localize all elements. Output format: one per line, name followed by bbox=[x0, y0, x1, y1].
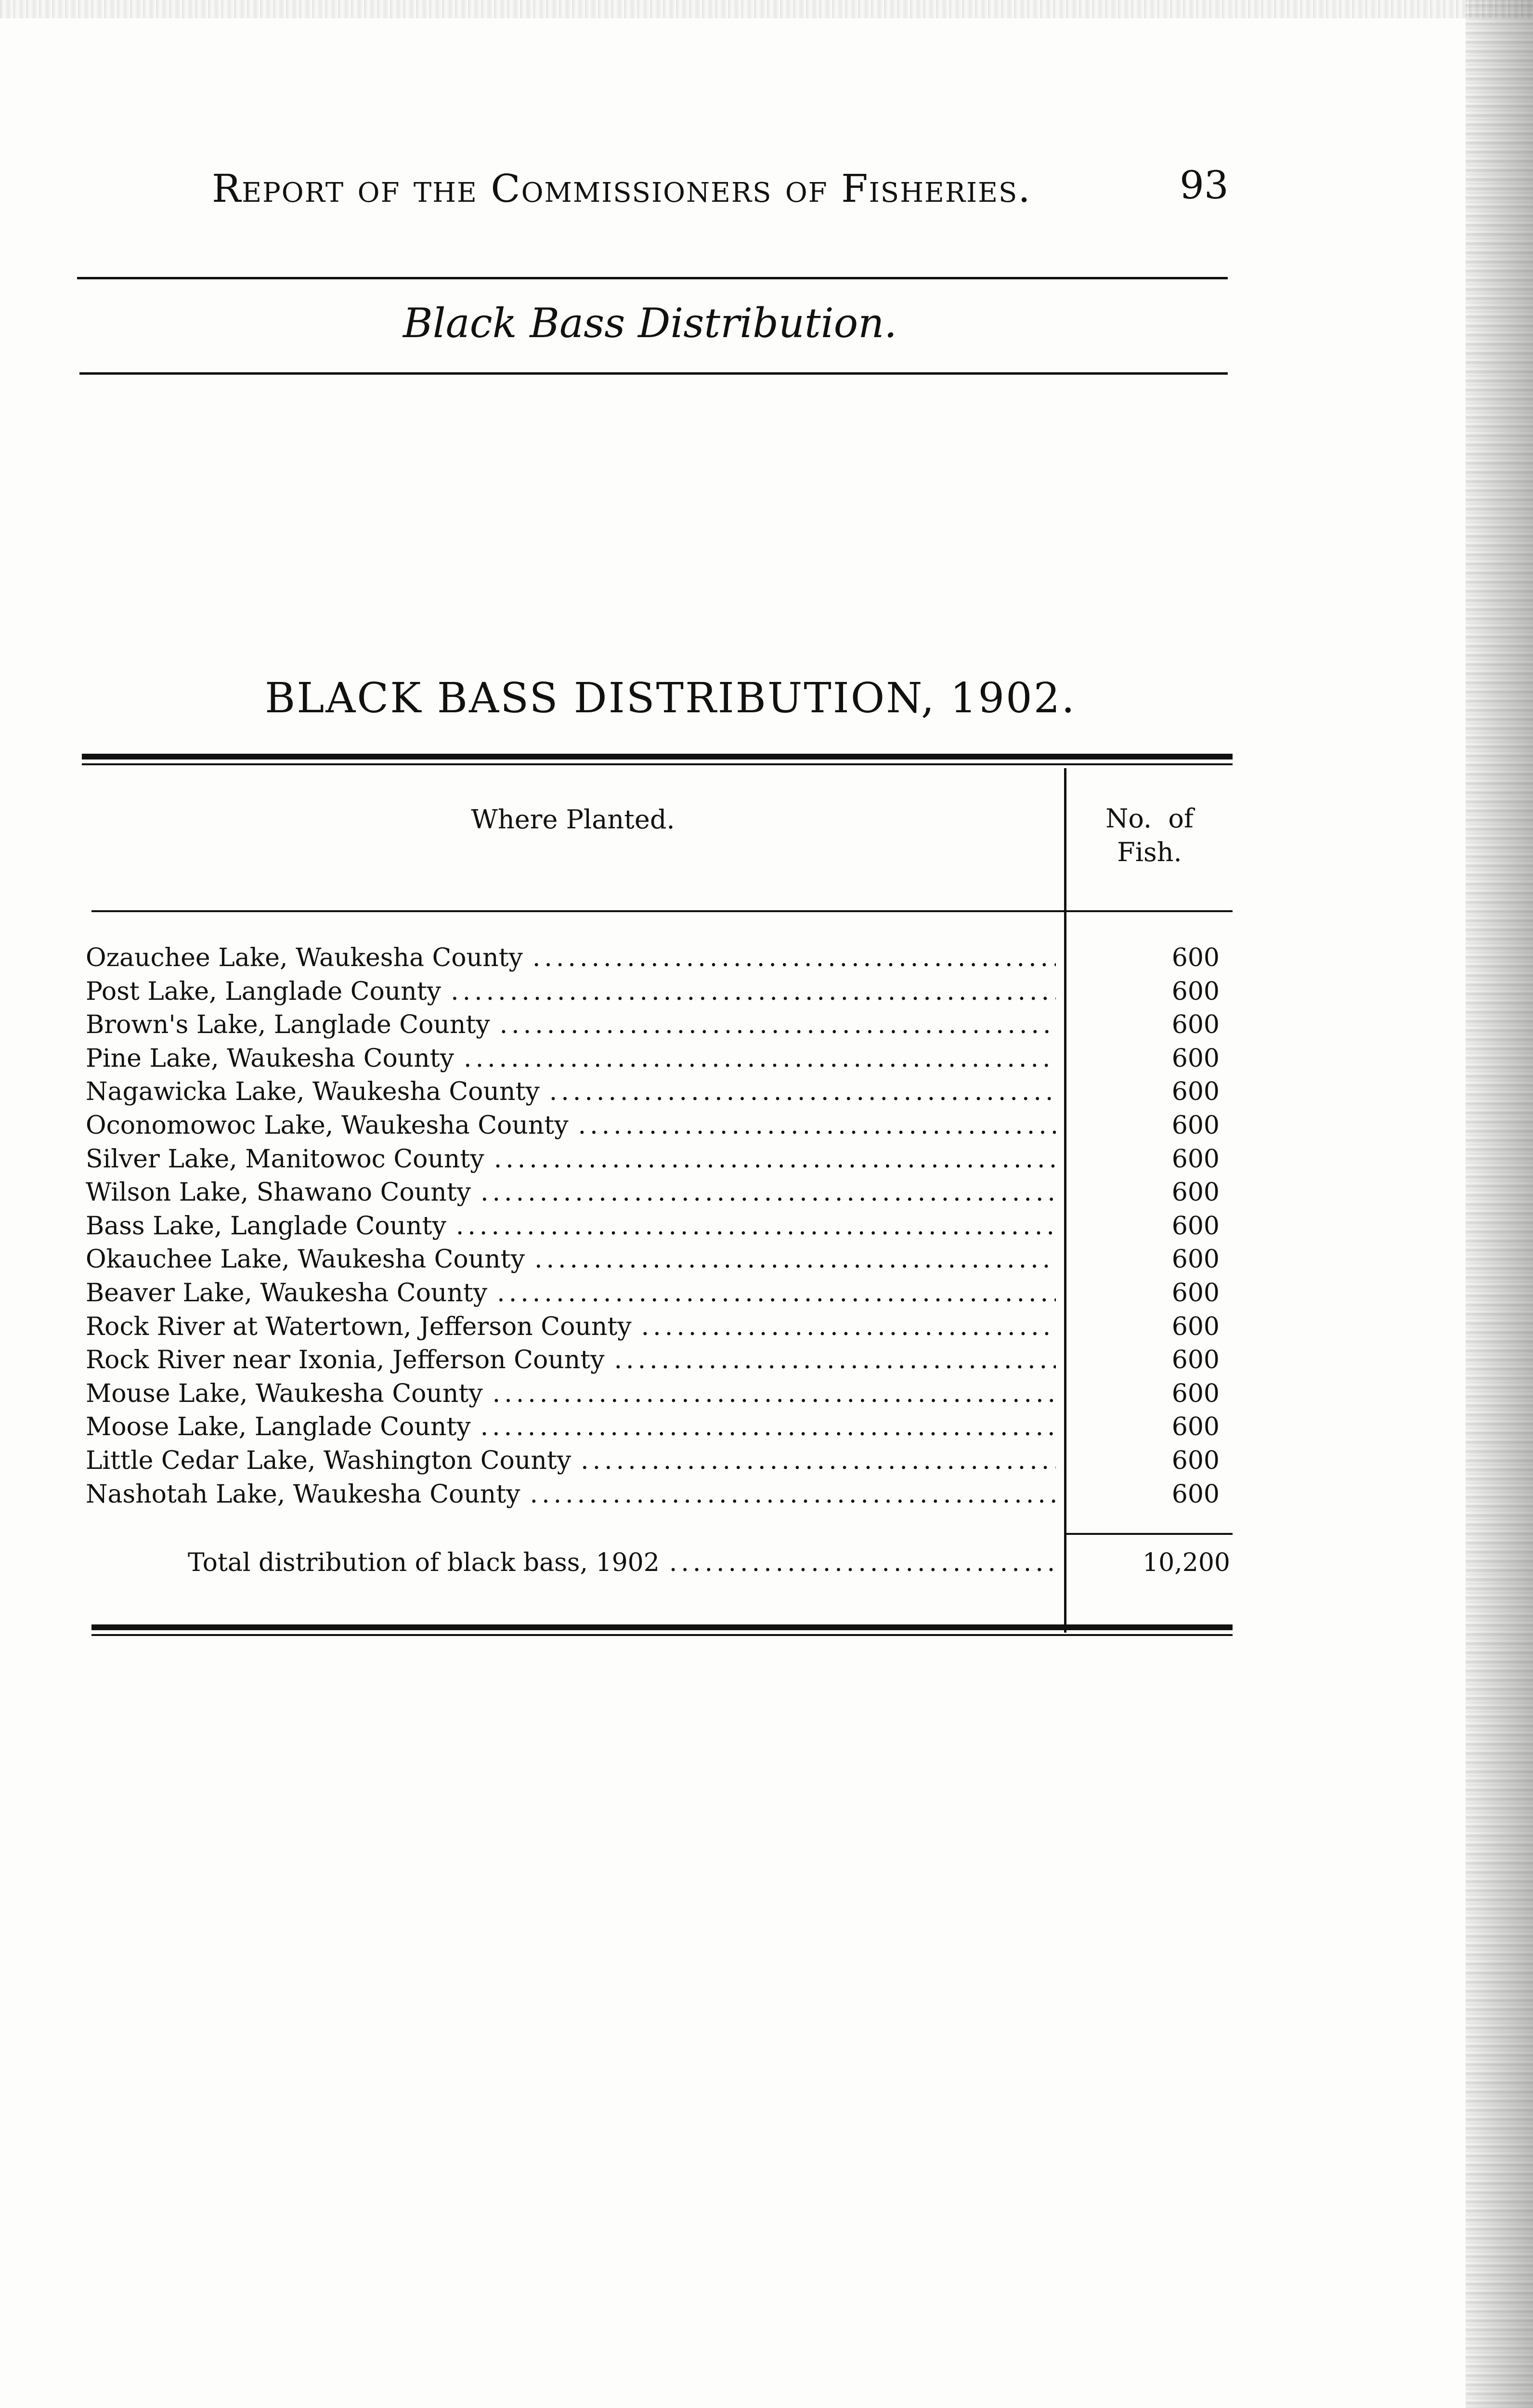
leader-dots bbox=[660, 1544, 1054, 1582]
table-top-double-rule bbox=[82, 754, 1233, 765]
scan-speckle-right-edge bbox=[1466, 0, 1533, 2408]
total-count: 10,200 bbox=[1143, 1548, 1230, 1577]
table-row bbox=[82, 1210, 1233, 1243]
leader-dots bbox=[446, 1210, 1056, 1243]
table-row bbox=[82, 1310, 1233, 1344]
table-row bbox=[82, 1344, 1233, 1377]
total-sum-rule bbox=[1066, 1533, 1233, 1535]
row-count: 600 bbox=[1171, 1111, 1220, 1140]
distribution-table bbox=[82, 754, 1233, 1645]
row-place-text: Brown's Lake, Langlade County bbox=[86, 1010, 490, 1040]
row-count: 600 bbox=[1171, 1312, 1220, 1341]
row-place bbox=[86, 1277, 1056, 1310]
row-place bbox=[86, 1411, 1056, 1444]
leader-dots bbox=[571, 1444, 1056, 1478]
row-place bbox=[86, 1444, 1056, 1478]
row-place bbox=[86, 1143, 1056, 1177]
row-count: 600 bbox=[1171, 977, 1220, 1006]
row-place-text: Okauchee Lake, Waukesha County bbox=[86, 1245, 525, 1274]
row-count: 600 bbox=[1171, 1144, 1220, 1174]
row-place-text: Mouse Lake, Waukesha County bbox=[86, 1379, 483, 1408]
row-place-text: Rock River at Watertown, Jefferson County bbox=[86, 1312, 632, 1341]
table-body bbox=[82, 942, 1233, 1511]
leader-dots bbox=[483, 1377, 1056, 1411]
row-place bbox=[86, 1344, 1056, 1377]
row-place bbox=[86, 1008, 1056, 1042]
table-row bbox=[82, 1478, 1233, 1512]
row-place-text: Beaver Lake, Waukesha County bbox=[86, 1278, 488, 1308]
row-count: 600 bbox=[1171, 1446, 1220, 1475]
row-count: 600 bbox=[1171, 1245, 1220, 1274]
table-row bbox=[82, 1176, 1233, 1210]
table-row bbox=[82, 942, 1233, 975]
section-subtitle: Black Bass Distribution. bbox=[403, 300, 897, 347]
row-place bbox=[86, 1243, 1056, 1277]
table-row bbox=[82, 1243, 1233, 1277]
row-place-text: Moose Lake, Langlade County bbox=[86, 1413, 471, 1442]
header-rule-bottom bbox=[79, 372, 1228, 375]
row-place-text: Ozauchee Lake, Waukesha County bbox=[86, 943, 523, 972]
leader-dots bbox=[523, 942, 1056, 975]
leader-dots bbox=[525, 1243, 1056, 1277]
page-number: 93 bbox=[1180, 163, 1229, 208]
table-bottom-double-rule bbox=[91, 1624, 1233, 1636]
row-count: 600 bbox=[1171, 1278, 1220, 1308]
leader-dots bbox=[632, 1310, 1056, 1344]
row-place-text: Post Lake, Langlade County bbox=[86, 977, 442, 1006]
table-row bbox=[82, 975, 1233, 1009]
row-count: 600 bbox=[1171, 1077, 1220, 1107]
row-place-text: Wilson Lake, Shawano County bbox=[86, 1178, 471, 1207]
row-count: 600 bbox=[1171, 943, 1220, 972]
leader-dots bbox=[569, 1109, 1056, 1143]
leader-dots bbox=[471, 1411, 1056, 1444]
row-count: 600 bbox=[1171, 1010, 1220, 1040]
row-place bbox=[86, 1478, 1056, 1512]
table-row bbox=[82, 1143, 1233, 1177]
row-place-text: Oconomowoc Lake, Waukesha County bbox=[86, 1111, 569, 1140]
leader-dots bbox=[441, 975, 1056, 1009]
row-place bbox=[86, 1042, 1056, 1076]
row-count: 600 bbox=[1171, 1413, 1220, 1442]
table-row bbox=[82, 1377, 1233, 1411]
row-place-text: Nagawicka Lake, Waukesha County bbox=[86, 1077, 540, 1107]
leader-dots bbox=[540, 1075, 1056, 1109]
row-count: 600 bbox=[1171, 1211, 1220, 1241]
row-place-text: Bass Lake, Langlade County bbox=[86, 1211, 446, 1241]
row-count: 600 bbox=[1171, 1379, 1220, 1408]
row-place-text: Pine Lake, Waukesha County bbox=[86, 1044, 455, 1073]
total-label bbox=[188, 1544, 1054, 1582]
leader-dots bbox=[484, 1143, 1056, 1177]
column-header-no-of-fish bbox=[1066, 802, 1233, 869]
running-header: Report of the Commissioners of Fisheries. bbox=[212, 166, 1031, 211]
table-row bbox=[82, 1109, 1233, 1143]
scan-speckle-top bbox=[0, 0, 1533, 18]
row-place-text: Nashotah Lake, Waukesha County bbox=[86, 1479, 520, 1509]
row-count: 600 bbox=[1171, 1178, 1220, 1207]
leader-dots bbox=[454, 1042, 1056, 1076]
table-row bbox=[82, 1008, 1233, 1042]
table-row bbox=[82, 1042, 1233, 1076]
row-place-text: Silver Lake, Manitowoc County bbox=[86, 1144, 484, 1174]
total-row bbox=[82, 1544, 1233, 1582]
leader-dots bbox=[520, 1478, 1056, 1512]
total-label-text: Total distribution of black bass, 1902 bbox=[188, 1548, 660, 1577]
row-count: 600 bbox=[1171, 1479, 1220, 1509]
row-place bbox=[86, 1109, 1056, 1143]
column-header-no-of-fish-line2: Fish. bbox=[1117, 837, 1182, 867]
table-row bbox=[82, 1075, 1233, 1109]
leader-dots bbox=[471, 1176, 1056, 1210]
leader-dots bbox=[490, 1008, 1056, 1042]
header-rule-top bbox=[77, 277, 1228, 279]
row-place bbox=[86, 1176, 1056, 1210]
row-place bbox=[86, 1377, 1056, 1411]
row-place-text: Little Cedar Lake, Washington County bbox=[86, 1446, 572, 1475]
leader-dots bbox=[487, 1277, 1056, 1310]
row-place bbox=[86, 975, 1056, 1009]
header-separator-rule bbox=[91, 910, 1233, 912]
row-place-text: Rock River near Ixonia, Jefferson County bbox=[86, 1346, 605, 1375]
row-place bbox=[86, 942, 1056, 975]
table-title: BLACK BASS DISTRIBUTION, 1902. bbox=[265, 674, 1076, 722]
row-place bbox=[86, 1310, 1056, 1344]
table-row bbox=[82, 1444, 1233, 1478]
row-place bbox=[86, 1075, 1056, 1109]
column-header-no-of-fish-line1: No. of bbox=[1105, 803, 1194, 834]
row-count: 600 bbox=[1171, 1346, 1220, 1375]
row-count: 600 bbox=[1171, 1044, 1220, 1073]
leader-dots bbox=[605, 1344, 1056, 1377]
column-header-where-planted: Where Planted. bbox=[471, 804, 675, 835]
table-row bbox=[82, 1277, 1233, 1310]
row-place bbox=[86, 1210, 1056, 1243]
table-row bbox=[82, 1411, 1233, 1444]
